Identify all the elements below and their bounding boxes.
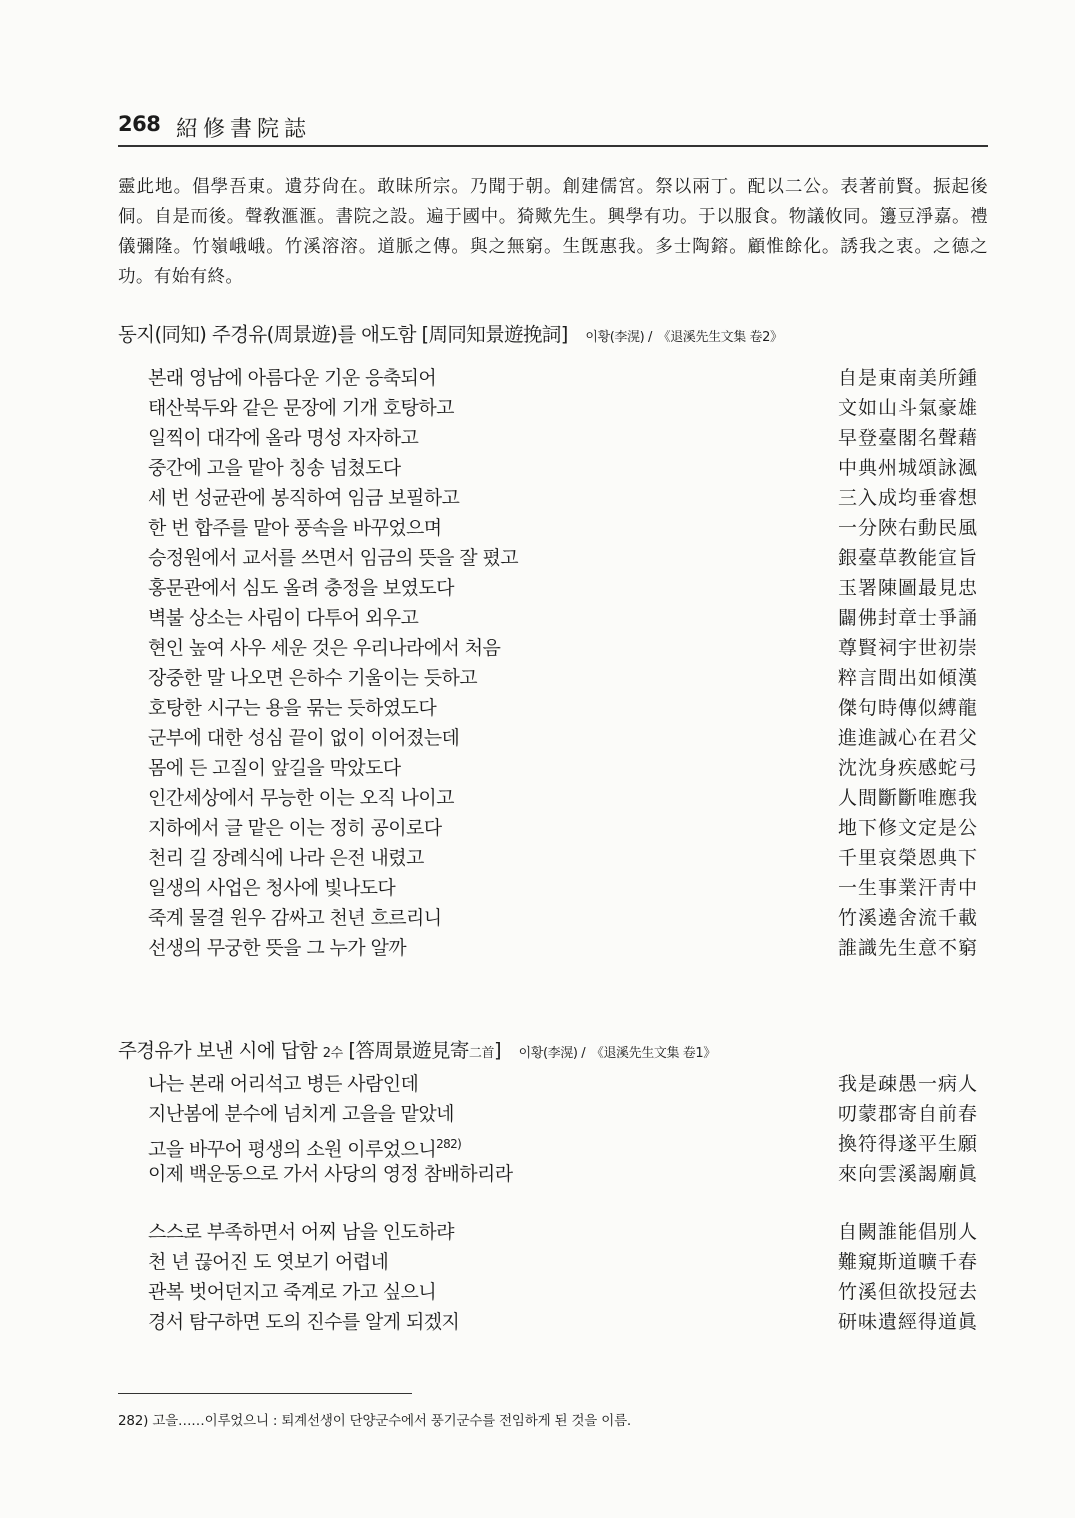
korean-line-text: 홍문관에서 심도 올려 충정을 보였도다 [148,577,454,599]
hanja-original-line: 人間斷斷唯應我 [837,787,978,809]
poem-line [148,933,978,963]
korean-translation-line [148,843,424,873]
korean-translation-line [148,1307,459,1337]
poem-line [148,573,978,603]
hanja-original-line: 換符得遂平生願 [837,1133,978,1155]
korean-line-text: 세 번 성균관에 봉직하여 임금 보필하고 [148,487,460,509]
korean-line-text: 일찍이 대각에 올라 명성 자자하고 [148,427,419,449]
korean-translation-line [148,633,500,663]
poem-line [148,1129,978,1159]
korean-translation-line [148,783,454,813]
korean-translation-line [148,603,418,633]
hanja-original-line: 地下修文定是公 [837,817,978,839]
section-source: 《退溪先生文集 卷1》 [590,1046,716,1061]
korean-line-text: 한 번 합주를 맡아 풍속을 바꾸었으며 [148,517,442,539]
hanja-original-line: 自是東南美所鍾 [837,367,978,389]
korean-translation-line [148,1277,436,1307]
poem-line [148,813,978,843]
poem-line [148,603,978,633]
hanja-original-line: 研味遺經得道眞 [837,1311,978,1333]
korean-line-text: 천 년 끊어진 도 엿보기 어렵네 [148,1251,389,1273]
korean-line-text: 스스로 부족하면서 어찌 남을 인도하랴 [148,1221,454,1243]
poem-1 [148,363,978,963]
korean-line-text: 승정원에서 교서를 쓰면서 임금의 뜻을 잘 폈고 [148,547,518,569]
hanja-original-line: 難窺斯道曠千春 [837,1251,978,1273]
poem-line [148,1247,978,1277]
hanja-original-line: 中典州城頌詠渢 [837,457,978,479]
poem-line [148,483,978,513]
korean-line-text: 선생의 무궁한 뜻을 그 누가 알까 [148,937,407,959]
korean-translation-line [148,423,418,453]
korean-translation-line [148,483,459,513]
korean-line-text: 벽불 상소는 사림이 다투어 외우고 [148,607,419,629]
hanja-original-line: 一生事業汗靑中 [837,877,978,899]
hanja-original-line: 文如山斗氣豪雄 [837,397,978,419]
korean-line-text: 지난봄에 분수에 넘치게 고을을 맡았네 [148,1103,454,1125]
poem-line [148,663,978,693]
korean-translation-line [148,453,401,483]
korean-line-text: 몸에 든 고질이 앞길을 막았도다 [148,757,401,779]
hanja-original-line: 傑句時傳似縛龍 [837,697,978,719]
korean-line-text: 죽계 물결 원우 감싸고 천년 흐르리니 [148,907,442,929]
korean-line-text: 태산북두와 같은 문장에 기개 호탕하고 [148,397,454,419]
poem-2-stanza-2 [148,1217,978,1337]
section-author: 이황(李滉) / [518,1046,586,1061]
hanja-original-line: 早登臺閣名聲藉 [837,427,978,449]
page-number: 268 [118,112,161,136]
poem-line [148,393,978,423]
korean-line-text: 군부에 대한 성심 끝이 없이 이어졌는데 [148,727,460,749]
hanja-original-line: 銀臺草教能宣旨 [837,547,978,569]
korean-line-text: 이제 백운동으로 가서 사당의 영정 참배하리라 [148,1163,513,1185]
korean-translation-line [148,363,436,393]
hanja-original-line: 粹言間出如傾漢 [837,667,978,689]
korean-line-text: 지하에서 글 맡은 이는 정히 공이로다 [148,817,442,839]
hanja-original-line: 來向雲溪謁廟眞 [837,1163,978,1185]
poem-line [148,1307,978,1337]
korean-line-text: 중간에 고을 맡아 칭송 넘쳤도다 [148,457,401,479]
section-author: 이황(李滉) / [585,330,652,345]
poem-line [148,1069,978,1099]
korean-translation-line [148,813,442,843]
poem-line [148,843,978,873]
hanja-original-line: 叨蒙郡寄自前春 [837,1103,978,1125]
korean-translation-line [148,513,442,543]
section-source: 《退溪先生文集 卷2》 [657,330,783,345]
section-title-korean: 동지(同知) 주경유(周景遊)를 애도함 [118,323,416,346]
korean-line-text: 현인 높여 사우 세운 것은 우리나라에서 처음 [148,637,501,659]
section-title-hanja: [答周景遊見寄 [348,1039,469,1062]
korean-translation-line [148,753,401,783]
korean-translation-line [148,1159,513,1189]
poem-line [148,513,978,543]
page-header [118,112,988,148]
section-title-hanja-close: ] [494,1039,502,1062]
poem-line [148,873,978,903]
korean-translation-line [148,1099,454,1129]
korean-translation-line [148,663,477,693]
korean-translation-line [148,1217,454,1247]
hanja-original-line: 誰識先生意不窮 [837,937,978,959]
footnote-marker: 282) [436,1137,462,1151]
hanja-original-line: 進進誠心在君父 [837,727,978,749]
hanja-original-line: 我是疎愚一病人 [837,1073,978,1095]
poem-line [148,453,978,483]
header-rule [118,145,988,147]
korean-translation-line [148,393,454,423]
korean-translation-line [148,1247,388,1277]
korean-translation-line [148,1069,418,1099]
section-title-1 [118,319,783,347]
korean-translation-line [148,573,454,603]
korean-line-text: 장중한 말 나오면 은하수 기울이는 듯하고 [148,667,478,689]
korean-line-text: 천리 길 장례식에 나라 은전 내렸고 [148,847,424,869]
poem-line [148,363,978,393]
poem-line [148,1099,978,1129]
korean-translation-line [148,543,518,573]
poem-line [148,723,978,753]
section-poem-count: 2수 [322,1046,343,1061]
poem-line [148,633,978,663]
hanja-original-line: 竹溪但欲投冠去 [837,1281,978,1303]
footnote-rule [118,1393,412,1394]
poem-line [148,1277,978,1307]
section-title-2 [118,1035,716,1063]
intro-text: 靈此地。倡學吾東。遺芬尙在。敢昧所宗。乃聞于朝。創建儒宮。祭以兩丁。配以二公。表著前賢。振起後侗。自是而後。聲敎滙滙。書院之設。遍于國中。猗歟先生。興學有功。于以服食。物議攸同。籩豆淨嘉。禮儀彌隆。竹嶺峨峨。竹溪溶溶。道脈之傳。與之無窮。生旣惠我。多士陶鎔。顧惟餘化。誘我之衷。之德之功。有始有終。 [118,177,988,287]
poem-line [148,693,978,723]
poem-line [148,423,978,453]
hanja-original-line: 一分陜右動民風 [837,517,978,539]
korean-line-text: 고을 바꾸어 평생의 소원 이루었으니 [148,1138,437,1161]
poem-line [148,783,978,813]
hanja-original-line: 玉署陳圖最見忠 [837,577,978,599]
hanja-original-line: 三入成均垂睿想 [837,487,978,509]
hanja-original-line: 闢佛封章士爭誦 [837,607,978,629]
korean-line-text: 경서 탐구하면 도의 진수를 알게 되겠지 [148,1311,460,1333]
korean-line-text: 일생의 사업은 청사에 빛나도다 [148,877,396,899]
korean-line-text: 관복 벗어던지고 죽계로 가고 싶으니 [148,1281,437,1303]
korean-translation-line [148,933,406,963]
poem-line [148,543,978,573]
hanja-original-line: 沈沈身疾感蛇弓 [837,757,978,779]
poem-line [148,1159,978,1189]
section-title-hanja: [周同知景遊挽詞] [421,323,568,346]
hanja-original-line: 尊賢祠宇世初崇 [837,637,978,659]
poem-line [148,753,978,783]
section-title-korean: 주경유가 보낸 시에 답함 [118,1039,318,1062]
poem-line [148,903,978,933]
footnote: 282) 고을……이루었으니 : 퇴계선생이 단양군수에서 풍기군수를 전임하게 된 것을 이름. [118,1413,632,1429]
hanja-original-line: 自闕誰能倡別人 [837,1221,978,1243]
korean-line-text: 호탕한 시구는 용을 묶는 듯하였도다 [148,697,437,719]
korean-translation-line [148,873,395,903]
poem-2-stanza-1 [148,1069,978,1189]
korean-translation-line [148,693,436,723]
hanja-original-line: 竹溪遶舍流千載 [837,907,978,929]
running-title: 紹修書院誌 [176,117,312,142]
korean-translation-line [148,723,459,753]
hanja-original-line: 千里哀榮恩典下 [837,847,978,869]
korean-line-text: 본래 영남에 아름다운 기운 응축되어 [148,367,437,389]
korean-line-text: 나는 본래 어리석고 병든 사람인데 [148,1073,419,1095]
section-title-hanja-small: 二首 [468,1046,495,1061]
korean-line-text: 인간세상에서 무능한 이는 오직 나이고 [148,787,454,809]
korean-translation-line [148,903,442,933]
poem-line [148,1217,978,1247]
